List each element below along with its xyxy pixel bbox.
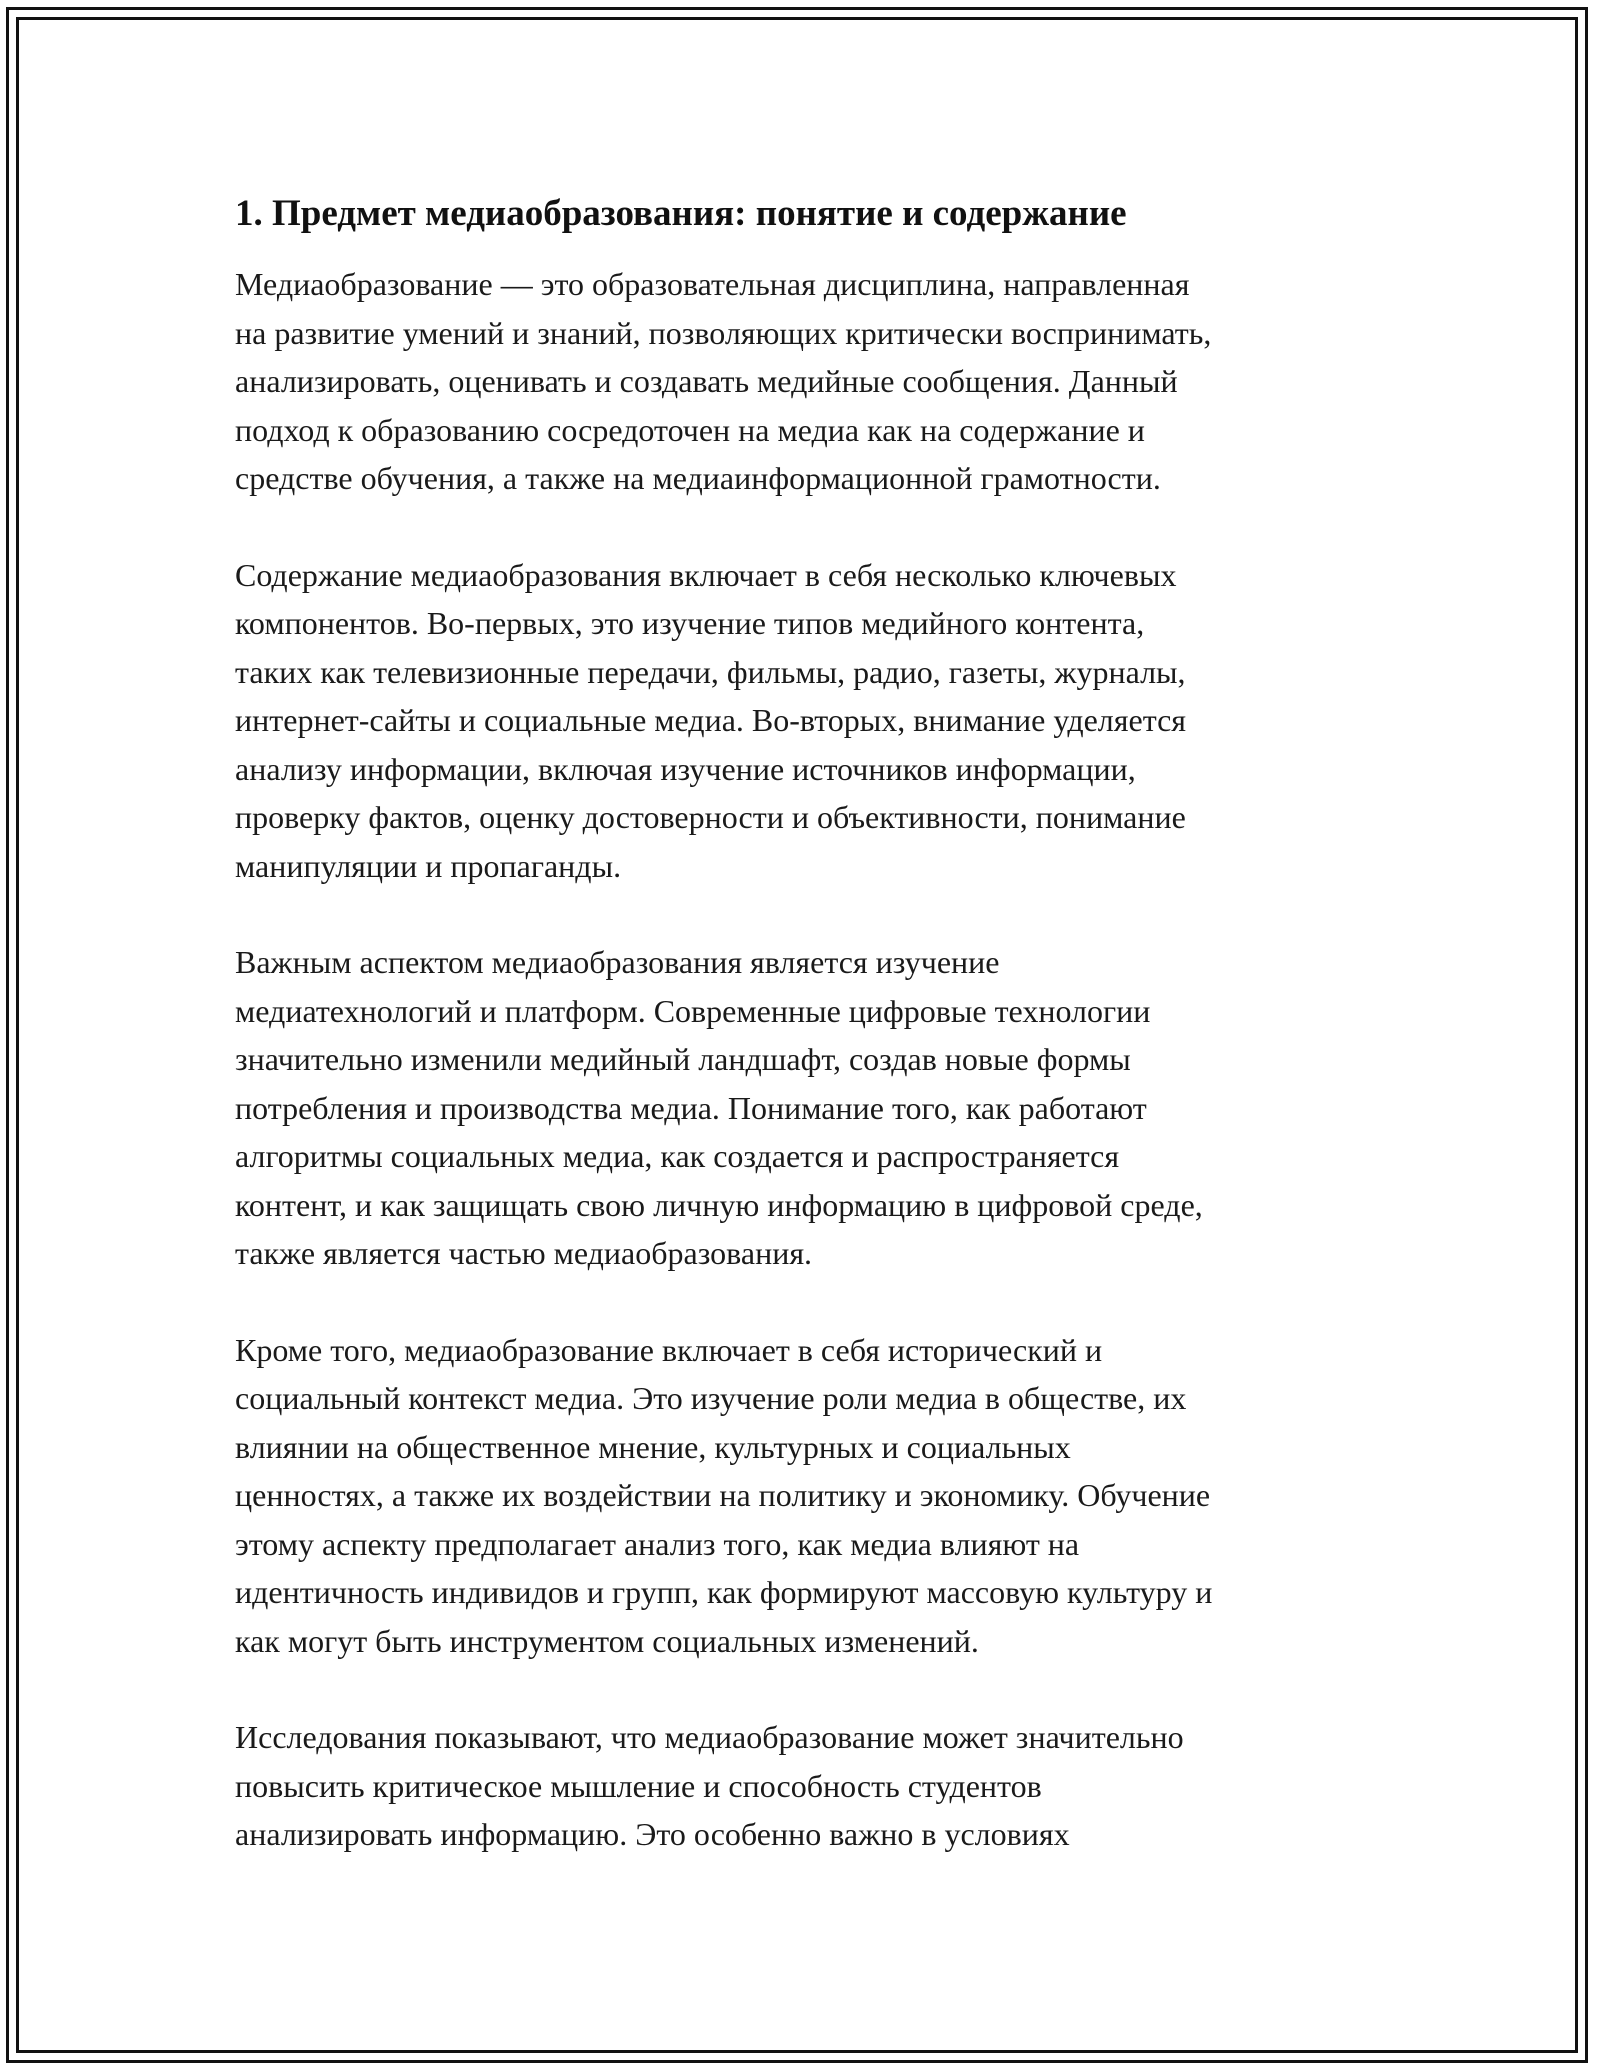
document-body xyxy=(235,190,1385,1907)
paragraph-2 xyxy=(235,551,1385,891)
text-line: Кроме того, медиаобразование включает в себя исторический и xyxy=(235,1331,1103,1368)
text-line: манипуляции и пропаганды. xyxy=(235,847,622,884)
text-line: влиянии на общественное мнение, культурных и социальных xyxy=(235,1428,1071,1465)
text-line: идентичность индивидов и групп, как формируют массовую культуру и xyxy=(235,1574,1213,1610)
text-line: социальный контекст медиа. Это изучение роли медиа в обществе, их xyxy=(235,1380,1187,1416)
text-line: также является частью медиаобразования. xyxy=(235,1235,813,1271)
section-heading: 1. Предмет медиаобразования: понятие и содержание xyxy=(235,193,1127,234)
text-line: Медиаобразование — это образовательная дисциплина, направленная xyxy=(235,266,1190,302)
text-line: подход к образованию сосредоточен на медиа как на содержание и xyxy=(235,411,1145,448)
text-line: проверку фактов, оценку достоверности и объективности, понимание xyxy=(235,799,1186,835)
text-line: анализировать информацию. Это особенно важно в условиях xyxy=(235,1816,1070,1852)
text-line: таких как телевизионные передачи, фильмы, радио, газеты, журналы, xyxy=(235,653,1186,690)
text-line: средстве обучения, а также на медиаинформационной грамотности. xyxy=(235,460,1161,496)
text-line: как могут быть инструментом социальных изменений. xyxy=(235,1622,979,1659)
text-line: анализировать, оценивать и создавать медийные сообщения. Данный xyxy=(235,363,1178,399)
text-line: анализу информации, включая изучение источников информации, xyxy=(235,750,1136,787)
text-line: Важным аспектом медиаобразования является изучение xyxy=(235,944,1000,980)
paragraph-4 xyxy=(235,1326,1385,1666)
text-line: повысить критическое мышление и способность студентов xyxy=(235,1767,1042,1804)
text-line: медиатехнологий и платформ. Современные цифровые технологии xyxy=(235,992,1151,1029)
text-line: Исследования показывают, что медиаобразование может значительно xyxy=(235,1719,1184,1755)
text-line: контент, и как защищать свою личную информацию в цифровой среде, xyxy=(235,1186,1203,1223)
text-line: потребления и производства медиа. Понимание того, как работают xyxy=(235,1089,1147,1126)
text-line: компонентов. Во-первых, это изучение типов медийного контента, xyxy=(235,605,1145,641)
text-line: значительно изменили медийный ландшафт, создав новые формы xyxy=(235,1041,1131,1077)
text-line: ценностях, а также их воздействии на политику и экономику. Обучение xyxy=(235,1477,1211,1513)
text-line: интернет-сайты и социальные медиа. Во-вторых, внимание уделяется xyxy=(235,702,1186,738)
text-line: алгоритмы социальных медиа, как создается и распространяется xyxy=(235,1138,1120,1174)
text-line: на развитие умений и знаний, позволяющих критически воспринимать, xyxy=(235,314,1212,351)
paragraph-5 xyxy=(235,1713,1385,1859)
paragraph-1 xyxy=(235,260,1385,503)
text-line: Содержание медиаобразования включает в себя несколько ключевых xyxy=(235,556,1177,593)
paragraph-3 xyxy=(235,938,1385,1278)
text-line: этому аспекту предполагает анализ того, как медиа влияют на xyxy=(235,1525,1080,1562)
